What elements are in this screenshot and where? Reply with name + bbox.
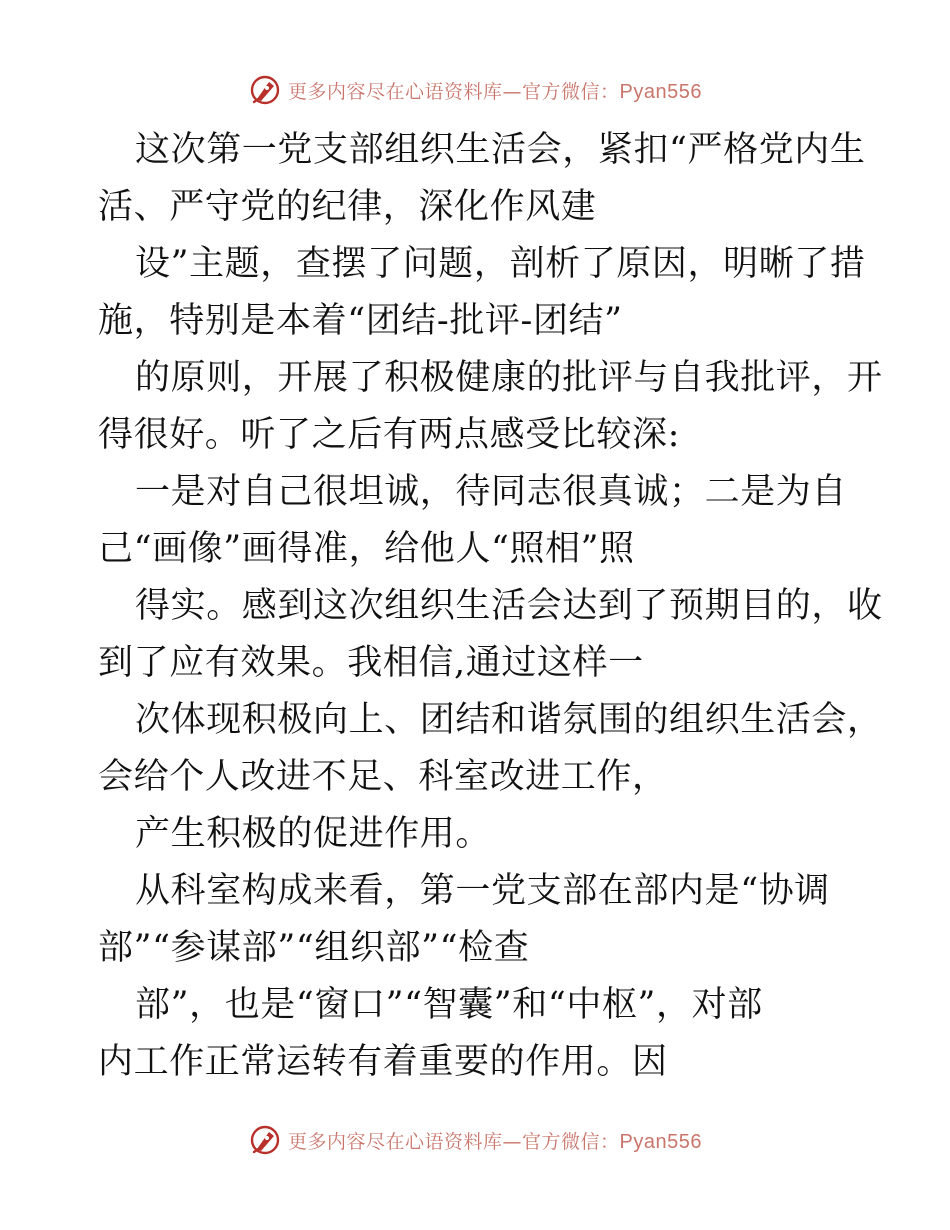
text-line: 从科室构成来看，第一党支部在部内是“协调 — [135, 871, 830, 911]
text-line: 内工作正常运转有着重要的作用。因 — [98, 1042, 668, 1082]
document-body — [98, 122, 883, 1091]
header-banner — [0, 70, 950, 110]
text-line: 到了应有效果。我相信,通过这样一 — [98, 643, 644, 683]
footer-banner-text: 更多内容尽在心语资料库—官方微信：Pyan556 — [288, 1130, 702, 1153]
text-line: 部”“参谋部”“组织部”“检查 — [98, 928, 530, 968]
footer-banner — [0, 1120, 950, 1160]
text-line: 施，特别是本着“团结-批评-团结” — [98, 301, 623, 341]
text-line: 这次第一党支部组织生活会，紧扣“严格党内生 — [135, 130, 866, 170]
text-line: 己“画像”画得准，给他人“照相”照 — [98, 529, 635, 569]
pen-nib-icon — [248, 73, 282, 107]
header-banner-inner — [248, 73, 702, 107]
text-line: 的原则，开展了积极健康的批评与自我批评，开 — [135, 358, 883, 398]
wechat-account: Pyan556 — [619, 80, 702, 103]
text-line: 次体现积极向上、团结和谐氛围的组织生活会， — [135, 700, 883, 740]
text-line: 部”，也是“窗口”“智囊”和“中枢”，对部 — [135, 985, 763, 1025]
footer-banner-inner — [248, 1123, 702, 1157]
text-line: 一是对自己很坦诚，待同志很真诚；二是为自 — [135, 472, 848, 512]
text-line: 会给个人改进不足、科室改进工作， — [98, 757, 668, 797]
header-banner-text: 更多内容尽在心语资料库—官方微信：Pyan556 — [288, 80, 702, 103]
text-line: 得实。感到这次组织生活会达到了预期目的，收 — [135, 586, 883, 626]
text-line: 活、严守党的纪律，深化作风建 — [98, 187, 597, 227]
wechat-account: Pyan556 — [619, 1130, 702, 1153]
text-line: 设”主题，查摆了问题，剖析了原因，明晰了措 — [135, 244, 866, 284]
text-line: 产生积极的促进作用。 — [135, 814, 492, 854]
pen-nib-icon — [248, 1123, 282, 1157]
text-line: 得很好。听了之后有两点感受比较深: — [98, 415, 680, 455]
